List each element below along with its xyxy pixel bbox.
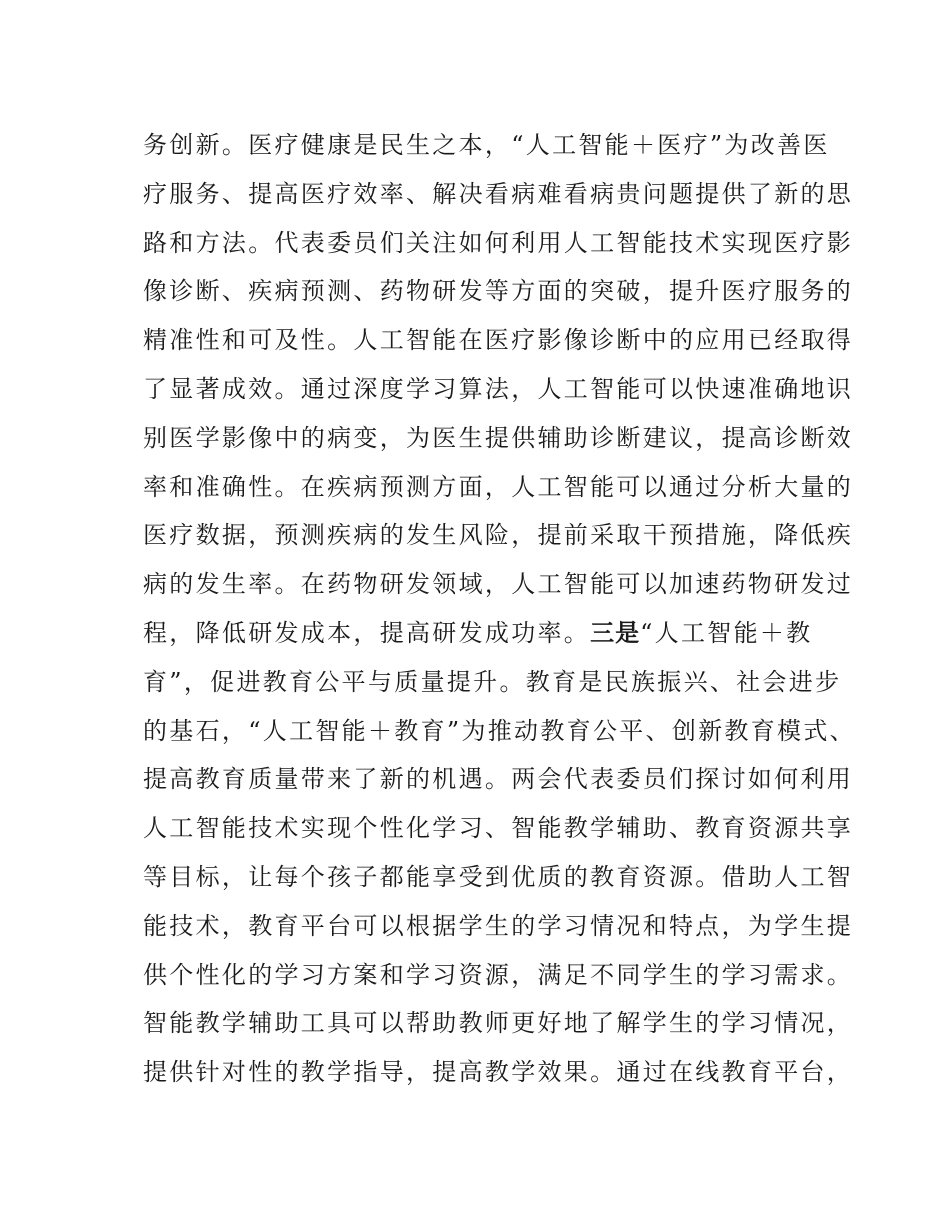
text-line: 医疗数据，预测疾病的发生风险，提前采取干预措施，降低疾 <box>143 521 854 550</box>
text-line: 务创新。医疗健康是民生之本，“人工智能＋医疗”为改善医 <box>143 131 830 159</box>
text-line: 的基石，“人工智能＋教育”为推动教育公平、创新教育模式、 <box>143 716 856 745</box>
emphasis-heading: 三是 <box>590 618 641 647</box>
text-line: 等目标，让每个孩子都能享受到优质的教育资源。借助人工智 <box>143 862 854 891</box>
text-line: 率和准确性。在疾病预测方面，人工智能可以通过分析大量的 <box>143 472 854 501</box>
text-line: 供个性化的学习方案和学习资源，满足不同学生的学习需求。 <box>143 960 854 989</box>
text-line: 像诊断、疾病预测、药物研发等方面的突破，提升医疗服务的 <box>143 277 854 306</box>
text-line: 提供针对性的教学指导，提高教学效果。通过在线教育平台， <box>143 1058 854 1087</box>
text-line: 了显著成效。通过深度学习算法，人工智能可以快速准确地识 <box>143 374 854 403</box>
text-line <box>143 609 843 658</box>
text-line: 精准性和可及性。人工智能在医疗影像诊断中的应用已经取得 <box>143 326 854 355</box>
text-line: 能技术，教育平台可以根据学生的学习情况和特点，为学生提 <box>143 911 854 940</box>
text-line: 人工智能技术实现个性化学习、智能教学辅助、教育资源共享 <box>143 814 854 843</box>
text-segment: “人工智能＋教 <box>640 618 813 647</box>
text-line: 别医学影像中的病变，为医生提供辅助诊断建议，提高诊断效 <box>143 423 854 452</box>
text-line: 疗服务、提高医疗效率、解决看病难看病贵问题提供了新的思 <box>143 179 854 208</box>
text-line: 路和方法。代表委员们关注如何利用人工智能技术实现医疗影 <box>143 228 854 257</box>
text-segment: 程，降低研发成本，提高研发成功率。 <box>143 618 591 647</box>
body-text <box>143 121 856 1097</box>
text-line: 育”，促进教育公平与质量提升。教育是民族振兴、社会进步 <box>143 667 842 696</box>
text-line: 智能教学辅助工具可以帮助教师更好地了解学生的学习情况， <box>143 1009 854 1038</box>
text-line: 提高教育质量带来了新的机遇。两会代表委员们探讨如何利用 <box>143 765 854 794</box>
text-line: 病的发生率。在药物研发领域，人工智能可以加速药物研发过 <box>143 570 854 599</box>
